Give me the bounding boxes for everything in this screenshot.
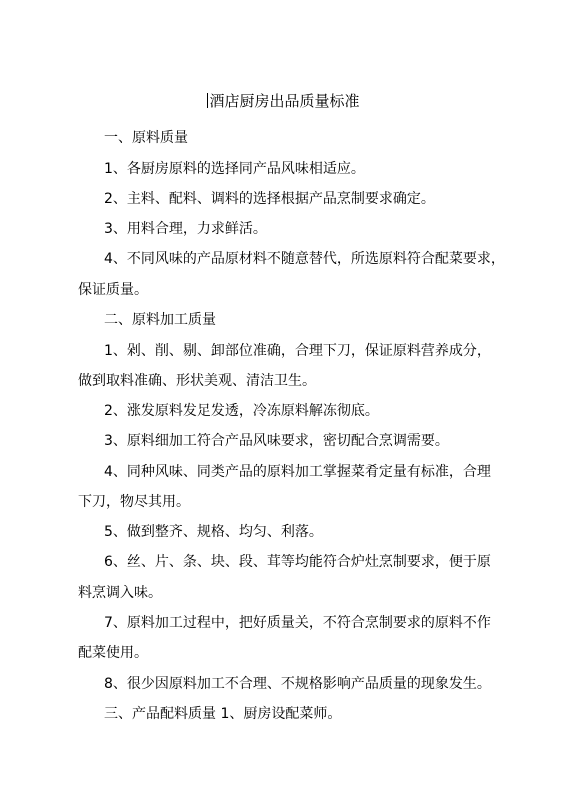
paragraph-line: 8、很少因原料加工不合理、不规格影响产品质量的现象发生。 — [104, 676, 491, 692]
section-heading-ingredients: 三、产品配料质量 1、厨房设配菜师。 — [104, 706, 342, 722]
section-heading-processing: 二、原料加工质量 — [104, 312, 216, 328]
paragraph-line: 2、涨发原料发足发透，冷冻原料解冻彻底。 — [104, 403, 379, 419]
document-title-text: 酒店厨房出品质量标准 — [209, 92, 360, 110]
paragraph-line: 5、做到整齐、规格、均匀、利落。 — [104, 524, 323, 540]
paragraph-line: 4、不同风味的产品原材料不随意替代，所选原料符合配菜要求， — [104, 251, 505, 267]
paragraph-line: 配菜使用。 — [78, 645, 148, 661]
paragraph-line: 1、剁、削、剔、卸部位准确，合理下刀，保证原料营养成分， — [104, 343, 491, 359]
paragraph-line: 料烹调入味。 — [78, 585, 162, 601]
paragraph-line: 3、用料合理，力求鲜活。 — [104, 221, 267, 237]
paragraph-line: 保证质量。 — [78, 282, 148, 298]
paragraph-line: 下刀，物尽其用。 — [78, 494, 190, 510]
paragraph-line: 4、同种风味、同类产品的原料加工掌握菜肴定量有标准，合理 — [104, 464, 491, 480]
paragraph-line: 2、主料、配料、调料的选择根据产品烹制要求确定。 — [104, 191, 435, 207]
paragraph-line: 做到取料准确、形状美观、清洁卫生。 — [78, 373, 316, 389]
document-title — [0, 90, 567, 112]
section-heading-raw-material: 一、原料质量 — [104, 130, 188, 146]
paragraph-line: 1、各厨房原料的选择同产品风味相适应。 — [104, 161, 365, 177]
paragraph-line: 3、原料细加工符合产品风味要求，密切配合烹调需要。 — [104, 433, 449, 449]
paragraph-line: 6、丝、片、条、块、段、茸等均能符合炉灶烹制要求，便于原 — [104, 554, 491, 570]
paragraph-line: 7、原料加工过程中，把好质量关，不符合烹制要求的原料不作 — [104, 615, 491, 631]
